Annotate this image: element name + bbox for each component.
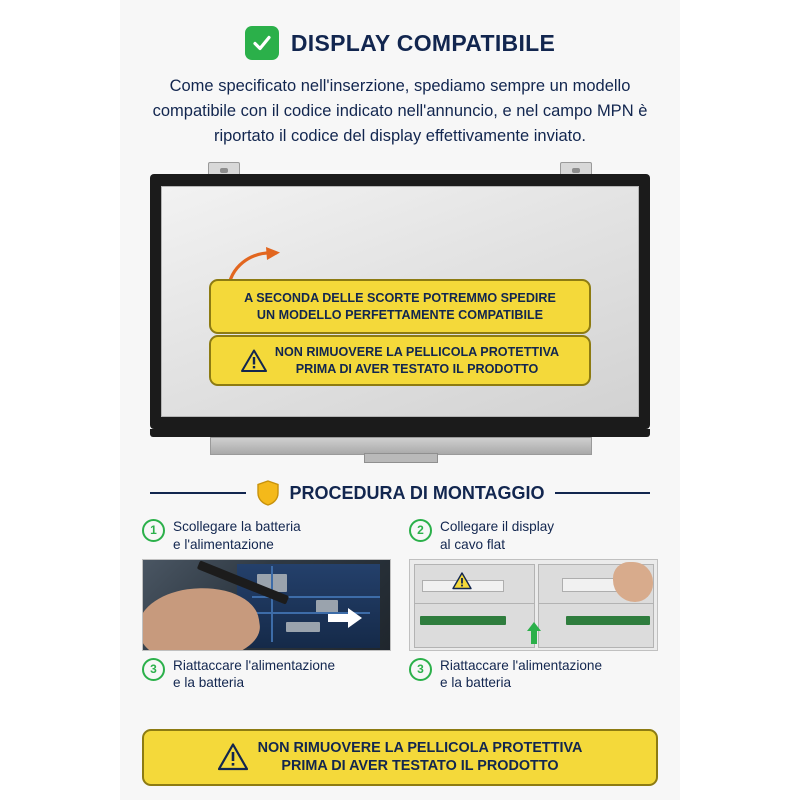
step-3-right-line2: e la batteria (440, 675, 512, 691)
step-2-line1: Collegare il display (440, 519, 555, 535)
step-1-number: 1 (142, 519, 165, 542)
heading-rule-right (555, 492, 651, 494)
step-2-number: 2 (409, 519, 432, 542)
callout-film-warning (209, 335, 591, 386)
procedure-title: PROCEDURA DI MONTAGGIO (289, 482, 545, 503)
check-icon (245, 26, 279, 60)
footer-warning-banner (142, 729, 658, 786)
callout-compatible-line1: A SECONDA DELLE SCORTE POTREMMO SPEDIRE (244, 291, 556, 306)
fingers (613, 562, 653, 602)
panel-bezel (150, 174, 650, 429)
heading-rule-left (150, 492, 246, 494)
callout-film-line1: NON RIMUOVERE LA PELLICOLA PROTETTIVA (274, 345, 560, 360)
warning-triangle-icon (218, 743, 248, 771)
callout-film-line2: PRIMA DI AVER TESTATO IL PRODOTTO (295, 361, 539, 376)
warning-triangle-icon (241, 349, 267, 373)
content-panel (120, 0, 680, 800)
procedure-steps (142, 518, 658, 692)
step-3-right-number: 3 (409, 658, 432, 681)
step-2 (409, 518, 658, 553)
footer-line1: NON RIMUOVERE LA PELLICOLA PROTETTIVA (257, 739, 583, 756)
procedure-heading (150, 480, 650, 506)
step-3-left-line1: Riattaccare l'alimentazione (173, 658, 336, 674)
step-3-left (142, 657, 391, 692)
page-title: DISPLAY COMPATIBILE (290, 29, 556, 56)
motherboard-screwdriver-photo (142, 559, 391, 651)
warning-triangle-icon (452, 572, 472, 590)
header-paragraph: Come specificato nell'inserzione, spediamo sempre un modello compatibile con il codice indicato nell'annuncio, e nel campo MPN è riportato il codice del display effettivamente inviato. (152, 77, 648, 145)
flat-cable-connector-photo (409, 559, 658, 651)
step-1 (142, 518, 391, 553)
panel-connector (364, 453, 438, 463)
step-1-line1: Scollegare la batteria (173, 519, 301, 535)
step-1-line2: e l'alimentazione (173, 536, 274, 552)
shield-icon (256, 480, 280, 506)
step-3-right-line1: Riattaccare l'alimentazione (440, 658, 603, 674)
header (120, 0, 680, 60)
step-3-right (409, 657, 658, 692)
footer-line2: PRIMA DI AVER TESTATO IL PRODOTTO (281, 758, 559, 775)
callout-compatible (209, 279, 591, 334)
white-arrow-icon (328, 608, 362, 628)
panel-bottom-bezel (150, 429, 650, 437)
step-2-line2: al cavo flat (440, 536, 505, 552)
display-panel-illustration (150, 162, 650, 462)
step-3-left-line2: e la batteria (173, 675, 245, 691)
callout-compatible-line2: UN MODELLO PERFETTAMENTE COMPATIBILE (256, 307, 544, 322)
up-arrow-icon (527, 622, 541, 644)
panel-screen (161, 186, 639, 417)
step-3-left-number: 3 (142, 658, 165, 681)
